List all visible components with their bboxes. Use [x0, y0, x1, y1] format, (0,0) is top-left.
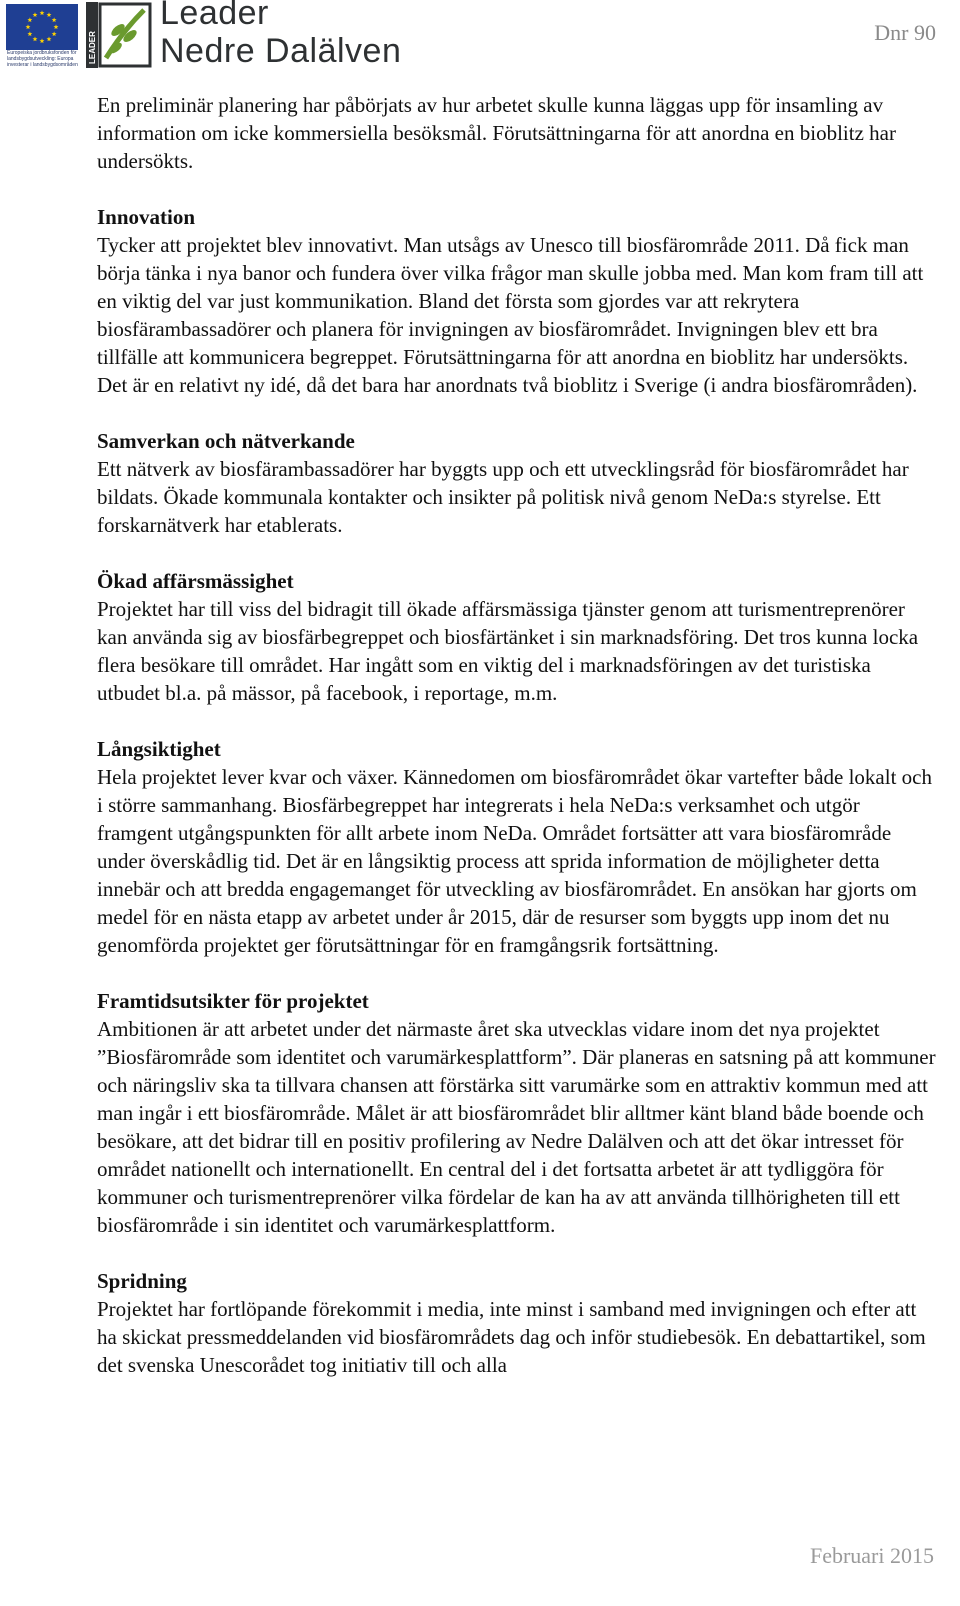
eu-funding-caption: Europeiska jordbruksfonden för landsbygdsutveckling: Europa investerar i landsbygdsområden	[7, 50, 78, 68]
emblem-text: LEADER	[88, 31, 97, 64]
logo-title-line2: Nedre Dalälven	[160, 32, 402, 70]
leader-emblem-icon	[86, 2, 152, 68]
section-body-samverkan: Ett nätverk av biosfärambassadörer har byggts upp och ett utvecklingsråd för biosfärområdet har bildats. Ökade kommunala kontakter och insikter på politisk nivå genom NeDa:s styrelse. Ett forskarnätverk har etablerats.	[97, 457, 909, 537]
section-heading-samverkan: Samverkan och nätverkande	[97, 429, 355, 453]
section-heading-spridning: Spridning	[97, 1269, 187, 1293]
document-body	[97, 91, 937, 1379]
intro-paragraph: En preliminär planering har påbörjats av hur arbetet skulle kunna läggas upp för insamling av information om icke kommersiella besöksmål. Förutsättningarna för att anordna en bioblitz har undersökts.	[97, 93, 896, 173]
page-header	[0, 0, 960, 80]
section-body-affarsmassighet: Projektet har till viss del bidragit till ökade affärsmässiga tjänster genom att turismentreprenörer kan använda sig av biosfärbegreppet och biosfärtänket i sin marknadsföring. Det tros kunna locka flera besökare till området. Har ingått som en viktig del i marknadsföringen av det turistiska utbudet bl.a. på mässor, på facebook, i reportage, m.m.	[97, 597, 919, 705]
section-body-spridning: Projektet har fortlöpande förekommit i media, inte minst i samband med invigningen och efter att ha skickat pressmeddelanden vid biosfärområdets dag och inför studiebesök. En debattartikel, som det svenska Unescorådet tog initiativ till och alla	[97, 1297, 926, 1377]
footer-date: Februari 2015	[809, 1543, 934, 1568]
section-heading-langsiktighet: Långsiktighet	[97, 737, 221, 761]
section-heading-affarsmassighet: Ökad affärsmässighet	[97, 569, 294, 593]
eu-flag-icon	[6, 4, 78, 50]
logo-title-line1: Leader	[160, 0, 269, 32]
section-heading-innovation: Innovation	[97, 205, 196, 229]
document-number: Dnr 90	[874, 20, 936, 45]
section-body-langsiktighet: Hela projektet lever kvar och växer. Kännedomen om biosfärområdet ökar vartefter både lokalt och i större sammanhang. Biosfärbegreppet har integrerats i hela NeDa:s verksamhet och utgör framgent utgångspunkten för allt arbete inom NeDa. Området fortsätter att vara biosfärområde under överskådlig tid. Det är en långsiktig process att sprida information de möjligheter detta innebär och att bredda engagemanget för utveckling av biosfärområdet. En ansökan har gjorts om medel för en nästa etapp av arbetet under år 2015, där de resurser som byggts upp inom det nu genomförda projektet ger förutsättningar för en framgångsrik fortsättning.	[97, 765, 932, 957]
section-body-innovation: Tycker att projektet blev innovativt. Man utsågs av Unesco till biosfärområde 2011. Då fick man börja tänka i nya banor och fundera över vilka frågor man skulle jobba med. Man kom fram till att en viktig del var just kommunikation. Bland det första som gjordes var att rekrytera biosfärambassadörer och planera för invigningen av biosfärområdet. Invigningen blev ett bra tillfälle att kommunicera begreppet. Förutsättningarna för att anordna en bioblitz har undersökts. Det är en relativt ny idé, då det bara har anordnats två bioblitz i Sverige (i andra biosfärområden).	[97, 233, 924, 397]
section-heading-framtidsutsikter: Framtidsutsikter för projektet	[97, 989, 369, 1013]
section-body-framtidsutsikter: Ambitionen är att arbetet under det närmaste året ska utvecklas vidare inom det nya projektet ”Biosfärområde som identitet och varumärkesplattform”. Där planeras en satsning på att kommuner och näringsliv ska ta tillvara chansen att förstärka sitt varumärke som en attraktiv kommun med att man ingår i ett biosfärområde. Målet är att biosfärområdet blir alltmer känt bland både boende och besökare, att det bidrar till en positiv profilering av Nedre Dalälven och att det ökar intresset för området nationellt och internationellt. En central del i det fortsatta arbetet är att tydliggöra för kommuner och turismentreprenörer vilka fördelar de kan ha av att använda tillhörigheten till ett biosfärområde i sin identitet och varumärkesplattform.	[97, 1017, 936, 1237]
